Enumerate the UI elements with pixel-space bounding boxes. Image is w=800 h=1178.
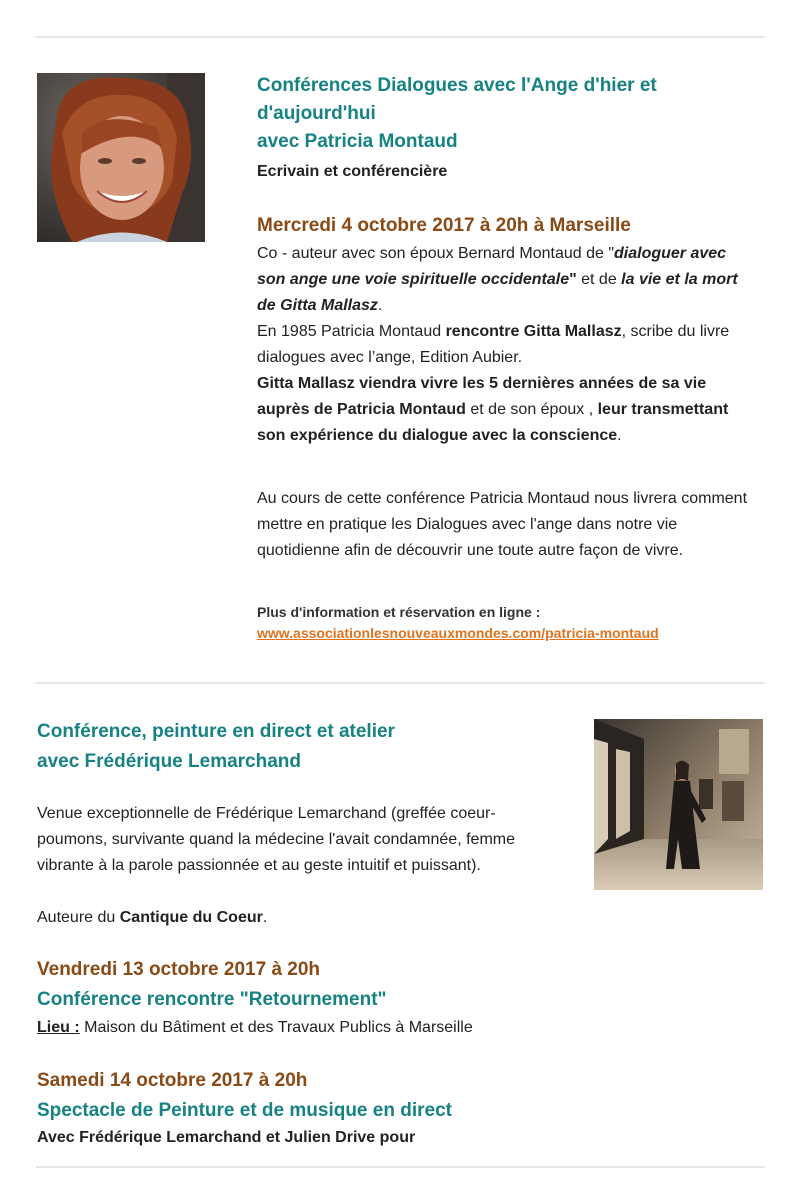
author-book: Cantique du Coeur	[119, 909, 263, 926]
event1-paragraph-1	[257, 241, 757, 319]
event1-info-link[interactable]: www.associationlesnouveauxmondes.com/patricia-montaud	[257, 625, 659, 641]
author-suffix: .	[262, 909, 268, 926]
frederique-lemarchand-photo	[594, 719, 763, 890]
divider-top	[36, 36, 765, 38]
session1-title: Conférence rencontre "Retournement"	[37, 989, 387, 1010]
p3-c: leur transmettant son expérience du dialogue avec la conscience	[257, 401, 729, 444]
p2-b: rencontre Gitta Mallasz	[445, 323, 622, 340]
event1-title-line2: d'aujourd'hui	[257, 103, 376, 124]
session2-desc: Avec Frédérique Lemarchand et Julien Drive pour	[37, 1129, 416, 1146]
patricia-montaud-photo	[37, 73, 205, 242]
p1-e: la vie et la mort de Gitta Mallasz	[257, 271, 738, 314]
p2-c: , scribe du livre dialogues avec l’ange, Edition Aubier.	[257, 323, 730, 366]
event1-paragraph-3	[257, 371, 757, 449]
event1-title-line3: avec Patricia Montaud	[257, 131, 458, 152]
session2-date: Samedi 14 octobre 2017 à 20h	[37, 1070, 308, 1091]
event1-title	[257, 72, 737, 156]
p3-a: Gitta Mallasz viendra vivre les 5 dernières années de sa vie auprès de Patricia Montaud	[257, 375, 707, 418]
event1-title-line1: Conférences Dialogues avec l'Ange d'hier et	[257, 75, 657, 96]
p1-f: .	[377, 297, 383, 314]
session2-title: Spectacle de Peinture et de musique en direct	[37, 1100, 452, 1121]
p1-d: et de	[576, 271, 622, 288]
event1-paragraph-2	[257, 319, 757, 371]
session1-date: Vendredi 13 octobre 2017 à 20h	[37, 959, 321, 980]
event2-intro: Venue exceptionnelle de Frédérique Lemarchand (greffée coeur-poumons, survivante quand la médecine l'avait condamnée, femme vibrante à la parole passionnée et au geste intuitif et puissant).	[37, 805, 515, 874]
divider-bottom	[36, 1166, 765, 1168]
p2-a: En 1985 Patricia Montaud	[257, 323, 446, 340]
event2-title-line1: Conférence, peinture en direct et atelier	[37, 721, 395, 742]
event1-paragraph-4: Au cours de cette conférence Patricia Montaud nous livrera comment mettre en pratique les Dialogues avec l'ange dans notre vie quotidienne afin de découvrir une toute autre façon de vivre.	[257, 490, 748, 559]
p3-d: .	[617, 427, 622, 444]
event2-title	[37, 717, 557, 777]
divider-middle	[36, 682, 765, 684]
p3-b: et de son époux ,	[465, 401, 598, 418]
p1-a: Co - auteur avec son époux Bernard Montaud de "	[257, 245, 615, 262]
p1-c: "	[569, 271, 577, 288]
event1-info-label: Plus d'information et réservation en ligne :	[257, 604, 541, 620]
event1-date: Mercredi 4 octobre 2017 à 20h à Marseille	[257, 215, 631, 236]
event1-subtitle: Ecrivain et conférencière	[257, 163, 448, 180]
p1-b: dialoguer avec son ange une voie spirituelle occidentale	[257, 245, 727, 288]
lieu-label: Lieu :	[37, 1019, 80, 1036]
session1-lieu	[37, 1015, 473, 1041]
author-prefix: Auteure du	[37, 909, 120, 926]
lieu-value: Maison du Bâtiment et des Travaux Publics à Marseille	[79, 1019, 473, 1036]
event2-author	[37, 905, 267, 931]
event2-title-line2: avec Frédérique Lemarchand	[37, 751, 301, 772]
